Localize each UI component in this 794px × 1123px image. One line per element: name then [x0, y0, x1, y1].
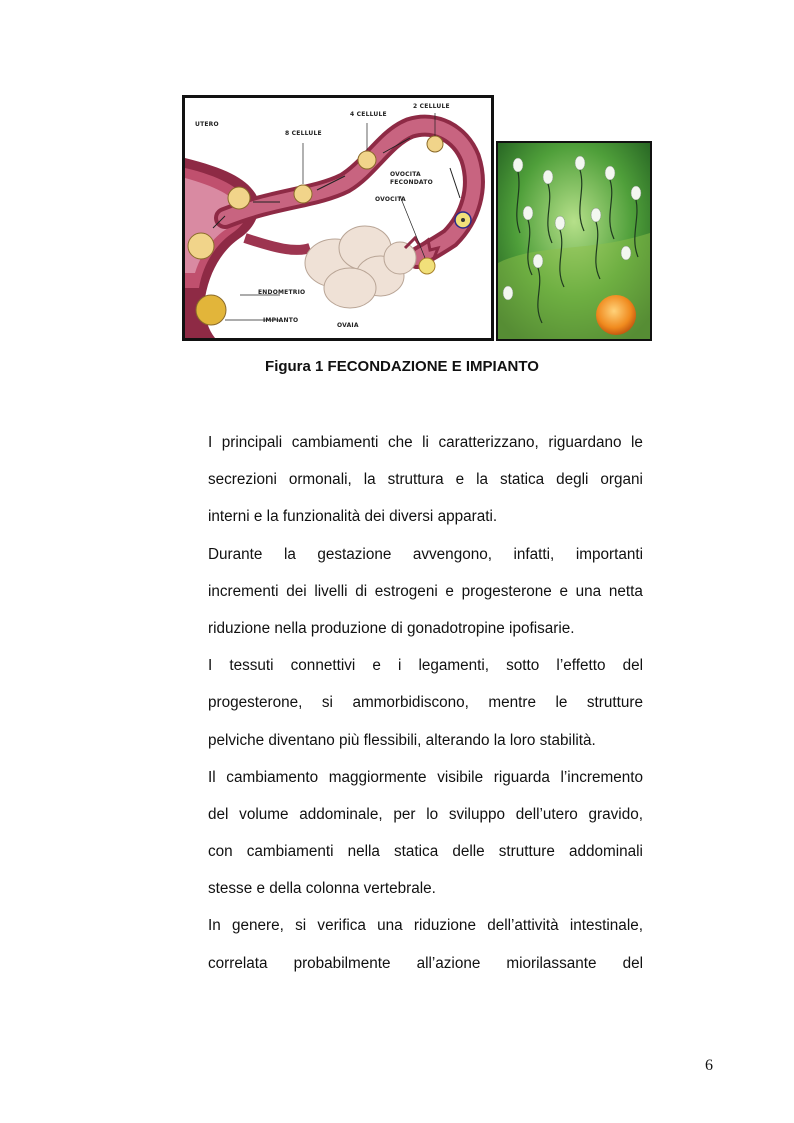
text-line [208, 610, 643, 647]
text-word: netta [608, 582, 643, 600]
text-word: avvengono, [412, 545, 492, 563]
text-line [208, 759, 643, 796]
text-word: gravido, [588, 805, 643, 823]
body-text [208, 424, 643, 982]
label-ovocita-fecondato-1: OVOCITA [390, 171, 421, 178]
text-word: gestazione [317, 545, 392, 563]
page-number: 6 [705, 1057, 713, 1074]
text-word: ammorbidiscono, [352, 694, 469, 712]
text-word: e [445, 582, 454, 600]
text-word: maggiormente [328, 768, 427, 786]
text-line [208, 573, 643, 610]
text-word: sotto [506, 657, 540, 675]
text-line [208, 647, 643, 684]
text-word: volume [239, 805, 289, 823]
text-word: si [295, 917, 307, 935]
text-word: le [631, 434, 643, 451]
text-word: progesterone, [208, 694, 303, 712]
text-word: statica [394, 843, 439, 861]
text-word: importanti [575, 545, 643, 563]
sperm-illustration [496, 141, 652, 341]
text-word: i [397, 657, 402, 675]
text-word: riguardano [548, 434, 622, 451]
label-ovocita-fecondato-2: FECONDATO [390, 179, 433, 186]
label-utero: UTERO [195, 121, 219, 128]
text-word: infatti, [513, 545, 555, 563]
text-word: degli [556, 471, 589, 489]
text-word: In [208, 917, 221, 935]
text-word: del [622, 657, 643, 675]
text-word: addominali [568, 843, 643, 861]
text-word: legamenti, [418, 657, 490, 675]
text-word: miorilassante [506, 954, 597, 972]
text-word: dei [286, 582, 307, 600]
text-word: principali [221, 434, 283, 451]
text-word: cambiamento [226, 768, 319, 786]
text-word: all’azione [416, 954, 481, 972]
text-line-content: pelviche diventano più flessibili, alterando la loro stabilità. [208, 731, 596, 749]
text-word: lo [426, 805, 439, 823]
text-word: Durante [208, 545, 263, 563]
egg-cell [596, 295, 636, 335]
label-2-cellule: 2 CELLULE [413, 103, 450, 110]
text-word: connettivi [290, 657, 356, 675]
text-word: estrogeni [374, 582, 438, 600]
text-word: le [555, 694, 568, 712]
label-endometrio: ENDOMETRIO [258, 289, 306, 296]
text-word: intestinale, [569, 917, 643, 935]
text-word: visibile [437, 768, 484, 786]
text-word: livelli [314, 582, 348, 600]
text-line [208, 833, 643, 870]
text-word: cambiamenti [291, 434, 379, 451]
text-word: caratterizzano, [438, 434, 539, 451]
text-word: mentre [488, 694, 537, 712]
text-word: dell’utero [515, 805, 578, 823]
text-word: strutture [498, 843, 555, 861]
text-word: per [393, 805, 416, 823]
text-word: del [622, 954, 643, 972]
text-line [208, 536, 643, 573]
text-word: addominale, [299, 805, 383, 823]
text-word: si [321, 694, 333, 712]
text-word: con [208, 843, 233, 861]
text-word: riduzione [413, 917, 476, 935]
text-word: cambiamenti [246, 843, 334, 861]
text-word: strutture [586, 694, 643, 712]
text-word: statica [499, 471, 545, 489]
text-word: la [283, 545, 296, 563]
text-word: una [575, 582, 602, 600]
text-word: struttura [387, 471, 444, 489]
fertilization-diagram [182, 95, 494, 341]
text-word: I [208, 657, 213, 675]
text-line [208, 796, 643, 833]
text-word: del [208, 805, 229, 823]
fertilization-diagram-svg [185, 98, 491, 338]
text-line [208, 907, 643, 944]
label-8-cellule: 8 CELLULE [285, 130, 322, 137]
text-line [208, 684, 643, 721]
text-word: progesterone [461, 582, 552, 600]
text-line [208, 498, 643, 535]
label-impianto: IMPIANTO [263, 317, 299, 324]
label-ovaia: OVAIA [337, 322, 359, 329]
text-word: organi [600, 471, 643, 489]
text-word: una [377, 917, 403, 935]
text-word: li [422, 434, 429, 451]
text-line [208, 870, 643, 907]
text-word: riguarda [493, 768, 550, 786]
text-word: la [476, 471, 488, 489]
text-word: secrezioni [208, 471, 277, 489]
text-word: e [455, 471, 465, 489]
text-word: correlata [208, 954, 268, 972]
text-word: la [363, 471, 376, 489]
sperm-illustration-svg [498, 143, 650, 339]
text-word: ormonali, [288, 471, 352, 489]
figure-caption [0, 358, 794, 375]
label-4-cellule: 4 CELLULE [350, 111, 387, 118]
text-word: dell’attività [487, 917, 559, 935]
text-line [208, 722, 643, 759]
text-word: Il [208, 768, 216, 786]
text-word: genere, [232, 917, 284, 935]
text-word: di [355, 582, 368, 600]
text-line [208, 461, 643, 498]
text-line-content: riduzione nella produzione di gonadotropine ipofisarie. [208, 619, 575, 637]
text-word: sviluppo [448, 805, 505, 823]
text-line-content: interni e la funzionalità dei diversi apparati. [208, 508, 498, 526]
text-line-content: stesse e della colonna vertebrale. [208, 880, 436, 898]
text-word: incrementi [208, 582, 279, 600]
label-ovocita: OVOCITA [375, 196, 406, 203]
text-word: l’incremento [560, 768, 643, 786]
text-word: e [372, 657, 381, 675]
text-word: delle [452, 843, 485, 861]
text-word: l’effetto [556, 657, 606, 675]
text-word: I [208, 434, 213, 451]
text-word: probabilmente [293, 954, 391, 972]
text-word: e [559, 582, 568, 600]
figure-caption-text: Figura 1 FECONDAZIONE E IMPIANTO [265, 358, 539, 375]
text-word: tessuti [229, 657, 274, 675]
text-word: che [387, 434, 413, 451]
text-line [208, 424, 643, 461]
text-line [208, 945, 643, 982]
text-word: verifica [317, 917, 366, 935]
text-word: nella [347, 843, 380, 861]
